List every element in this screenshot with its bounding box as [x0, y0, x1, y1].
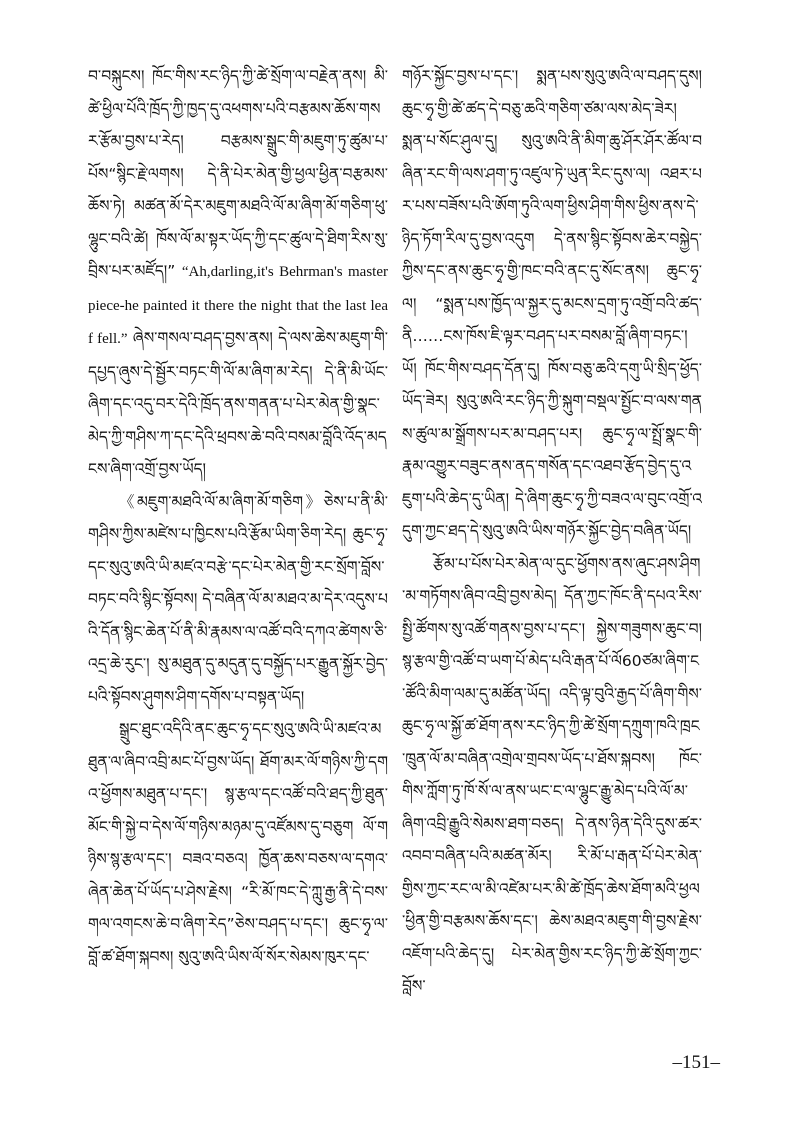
- left-text-column: [88, 60, 388, 1060]
- english-quotation: “Ah,darling,it's Behrman's masterpiece-he painted it there the night that the last leaf fell.”: [88, 264, 388, 347]
- paragraph-3: སྒྲུང་ཐུང་འདིའི་ནང་ཆུང་ཧྭ་དང་སུའུ་ཨའི་ཡི་མཛའ་མཐུན་ལ་ཞིབ་འབྲི་མང་པོ་བྱས་ཡོད། ཐོག་མར་ལོ་གཉིས་ཀྱི་དགའ་ཕྱོགས་མཐུན་པ་དང་། སྙ་རྩལ་དང་འཚོ་བའི་ཐད་ཀྱི་ཐུན་མོང་གི་སྐྱེ་བ་དེས་ལོ་གཉིས་མཉམ་དུ་འཛོམས་དུ་བཅུག ལོ་གཉིས་སྙ་རྩལ་དང་། བཟའ་བཅའ། ཁྱོན་ཆས་བཅས་ལ་དགའ་ཞེན་ཆེན་པོ་ཡོད་པ་ཤེས་རྗེས། “རི་མོ་ཁང་དེ་ཀླུ་རྒྱ་ནི་དེ་བས་གལ་འགངས་ཆེ་བ་ཞིག་རེད”ཅེས་བཤད་པ་དང་། ཆུང་ཧྭ་ལ་བློ་ཚ་ཐོག་སྐབས། སུའུ་ཨའི་ཡིས་ལོ་སོར་སེམས་ཁུར་དང་: [88, 720, 388, 966]
- paragraph-4: [402, 60, 702, 548]
- paragraph-1-tibetan-before: བ་བསྐུངས། ཁོང་གིས་རང་ཉིད་ཀྱི་ཚེ་སྲོག་ལ་བརྗེན་ནས། མི་ཚེ་ཕྱིལ་པོའི་ཁྲོད་ཀྱི་ཁྱད་དུ་འཕགས་པའི་བརྩམས་ཆོས་གསར་རྩོམ་བྱས་པ་རེད། བརྩམས་སྒྲུང་གི་མཇུག་ཏུ་ཚུམ་པ་པོས“སྙིང་རྗེ་ལགས། དེ་ནི་པེར་མེན་གྱི་ཕྱལ་ཕྱིན་བརྩམས་ཆོས་ཏེ། མཚན་མོ་དེར་མཇུག་མཐའི་ལོ་མ་ཞིག་མོ་གཅིག་ཕུ་ལྷུང་བའི་ཚེ། ཁོས་ལོ་མ་སྟར་ཡོད་ཀྱི་དང་ཚུལ་དེ་ཐིག་རིས་སུ་བྲིས་པར་མཛོད།”: [88, 67, 388, 280]
- right-text-column: [402, 60, 702, 1060]
- paragraph-2: 《མཇུག་མཐའི་ལོ་མ་ཞིག་མོ་གཅིག》ཅེས་པ་ནི་མི་གཤིས་ཀྱིས་མཛེས་པ་ཁྱིངས་པའི་རྩོམ་ཡིག་ཅིག་རེད། ཆུང་ཧྭ་དང་སུའུ་ཨའི་ཡི་མཛའ་བརྩེ་དང་པེར་མེན་གྱི་རང་སྲོག་བློས་བཏང་བའི་སྙིང་སྟོབས། དེ་བཞིན་ལོ་མ་མཐའ་མ་དེར་འདུས་པའི་དོན་སྙིང་ཆེན་པོ་ནི་མི་རྣམས་ལ་འཚོ་བའི་དཀའ་ཚེགས་ཅི་འདྲ་ཆེ་རུང་། སུ་མཐུན་དུ་མདུན་དུ་བསྐྱོད་པར་རྒྱུན་སྐྱོར་བྱེད་པའི་སྟོབས་ཤུགས་ཤིག་དགོས་པ་བསྟན་ཡོད།: [88, 492, 388, 706]
- page-number: –151–: [672, 1052, 720, 1073]
- paragraph-1-tibetan-after: ཞེས་གསལ་བཤད་བྱས་ནས། དེ་ལས་ཆེས་མཇུག་གི་དཔྱད་ཞུས་དེ་སྦྱོར་བཏང་གི་ལོ་མ་ཞིག་མ་རེད། དེ་ནི་མི་ཡོང་ཞིག་དང་འདུ་བར་དེའི་ཁྲོད་ནས་གནན་པ་པེར་མེན་གྱི་སྣང་མེད་ཀྱི་གཤིས་ཀ་དང་དེའི་ཕྲབས་ཆེ་བའི་བསམ་བློའི་འོད་མདངས་ཞིག་འགྲོ་བྱས་ཡོད།: [88, 329, 388, 478]
- paragraph-1: [88, 60, 388, 486]
- ellipsis: ……: [412, 327, 444, 345]
- paragraph-4-tibetan-before: གཉོར་སྐྱོང་བྱས་པ་དང་། སྨན་པས་སུའུ་ཨའི་ལ་བཤད་དུས། ཆུང་ཧྭ་གྱི་ཚེ་ཚད་དེ་བཅུ་ཆའི་གཅིག་ཙམ་ལས་མེད་ཟེར། སྨན་པ་སོང་ཤུལ་དུ། སུའུ་ཨའི་ནི་མིག་ཆུ་ཤོར་ཤོར་ཚོལ་བཞིན་རང་གི་ལས་ཤག་ཏུ་འཛུལ་ཏེ་ཡུན་རིང་དུས་ལ། འཐར་པར་པས་བཟོས་པའི་ཨོག་ཏུའི་ལག་ཕྱིས་ཤིག་གིས་ཕྱིས་ནས་དེ་ཉིད་ཏོག་རིལ་དུ་བྱས་འདུག དེ་ནས་སྙིང་སྟོབས་ཆེར་བསྐྱེད་ཀྱིས་དང་ནས་ཆུང་ཧྭ་གྱི་ཁང་བའི་ནང་དུ་སོང་ནས། ཆུང་ཧྭ་ལ། “སྨན་པས་ཁྱོད་ལ་སྐྱར་དུ་མངས་དྲག་ཏུ་འགྲོ་བའི་ཚད་ནི: [402, 67, 702, 345]
- paragraph-4-tibetan-after: ངས་ཁོས་ཇི་ལྟར་བཤད་པར་བསམ་བློ་ཞིག་བཏང་། ཡོ། ཁོང་གིས་བཤད་དོན་དུ། ཁོས་བཅུ་ཆའི་དགུ་ཡི་སྲིད་ཕྱོད་ཡོད་ཟེར། སུའུ་ཨའི་རང་ཉིད་ཀྱི་སྐུག་བསྡལ་སྤྱོང་བ་ལས་གནས་ཚུལ་མ་སྒྲོགས་པར་མ་བཤད་པར། ཆུང་ཧྭ་ལ་སྤྲོ་སྣང་གི་རྣམ་འགྱུར་བཟུང་ནས་ནད་གསོན་དང་འཐབ་རྩོད་བྱེད་དུ་འཇུག་པའི་ཆེད་དུ་ཡིན། དེ་ཞིག་ཆུང་ཧྭ་ཀྱི་བཟའ་ལ་བུང་འགྲོ་འདུག་ཀྱང་ཐད་དེ་སུའུ་ཨའི་ཡིས་གཉོར་སྐྱོང་བྱེད་བཞིན་ཡོད།: [402, 327, 702, 540]
- paragraph-5: རྩོམ་པ་པོས་པེར་མེན་ལ་དུང་ཕྱོགས་ནས་ཞུང་ཤས་ཤིག་མ་གཏོགས་ཞིབ་འབྲི་བྱས་མེད། དོན་ཀྱང་ཁོང་ནི་དཔའ་རིས་སྤྱི་ཚོགས་སུ་འཚོ་གནས་བྱས་པ་དང་། སྐྱེས་གཟུགས་ཆུང་བ། སྙ་རྩལ་གྱི་འཚོ་བ་ཡག་པོ་མེད་པའི་རྒན་པོ་ལོ60ཙམ་ཞིག་ང་ཚོའི་མིག་ལམ་དུ་མཚོན་ཡོད། འདི་ལྟ་བུའི་རྒྱད་པོ་ཞིག་གིས་ཆུང་ཧྭ་ལ་སྐྱོ་ཚ་ཐོག་ནས་རང་ཉིད་ཀྱི་ཚེ་སྲོག་དཀྲུག་ཁའི་ཁྲང་ཁྲུན་ལོ་མ་བཞིན་འགྲེལ་གྲབས་ཡོད་པ་ཐོས་སྐབས། ཁོང་གིས་ཀློག་ཏུ་ཁོ་སོ་ལ་ནས་ཡང་ང་ལ་ལྷུང་རྒྱུ་མེད་པའི་ལོ་མ་ཞིག་འབྲི་རྒྱུའི་སེམས་ཐག་བཅད། དེ་ནས་ཉིན་དེའི་དུས་ཚར་འབབ་བཞིན་པའི་མཚན་མོར། རི་མོ་པ་རྒན་པོ་པེར་མེན་གྱིས་ཀྱང་རང་ལ་མི་འཛེམ་པར་མི་ཚེ་ཁྲོད་ཆེས་ཐོག་མའི་ཕྱལ་ཕྱིན་གྱི་བརྩམས་ཆོས་དང་། ཆེས་མཐའ་མཇུག་གི་བྱས་རྗེས་འཇོག་པའི་ཆེད་དུ། པེར་མེན་གྱིས་རང་ཉིད་ཀྱི་ཚེ་སྲོག་ཀྱང་བློས་: [402, 554, 702, 995]
